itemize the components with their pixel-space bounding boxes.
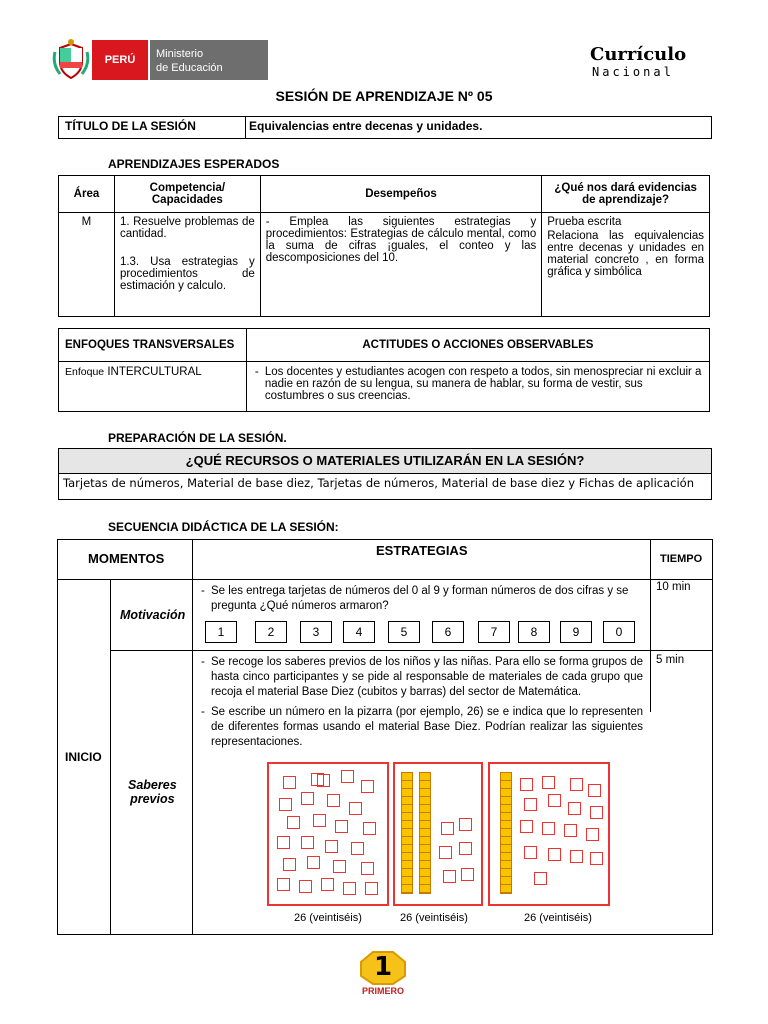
unit-cube <box>301 836 314 849</box>
unit-cube <box>524 798 537 811</box>
divider <box>650 540 651 712</box>
unit-cube <box>283 776 296 789</box>
unit-cube <box>520 820 533 833</box>
unit-cube <box>283 858 296 871</box>
unit-cube <box>361 780 374 793</box>
enfoque-cell <box>59 362 247 412</box>
curriculo-logo-text: Currículo <box>590 44 687 65</box>
bullet-dash: - <box>201 706 205 718</box>
unit-cube <box>341 770 354 783</box>
saberes-text-2: Se escribe un número en la pizarra (por ejemplo, 26) se e indica que lo representen de diferentes formas usando el material Base Diez. Podrían realizar las siguientes representaciones. <box>211 706 643 748</box>
recursos-answer: Tarjetas de números, Material de base diez, Tarjetas de números, Material de base diez y Fichas de aplicación <box>63 476 694 490</box>
motivacion-time: 10 min <box>656 581 691 593</box>
header-estrategias: ESTRATEGIAS <box>376 543 468 558</box>
saberes-label <box>128 778 177 806</box>
unit-cube <box>335 820 348 833</box>
unit-cube <box>277 836 290 849</box>
unit-cube <box>287 816 300 829</box>
session-title-label: TÍTULO DE LA SESIÓN <box>65 119 196 133</box>
unit-cube <box>568 802 581 815</box>
unit-cube <box>365 882 378 895</box>
enfoque-prefix: Enfoque <box>65 366 105 378</box>
number-card: 1 <box>205 621 237 643</box>
unit-cube <box>313 814 326 827</box>
ministerio-line-2: de Educación <box>156 62 223 74</box>
divider <box>110 650 712 651</box>
evidencia-2: Relaciona las equivalencias entre decenas y unidades en material concreto , en forma gráfica y simbólica <box>547 230 704 278</box>
saberes-text-1: Se recoge los saberes previos de los niños y las niñas. Para ello se forma grupos de hasta cinco participantes y se pide al responsable de materiales de cada grupo que recoja el material Base Diez (cubitos y barras) del sector de Matemática. <box>211 656 643 698</box>
unit-cube <box>307 856 320 869</box>
unit-cube <box>277 878 290 891</box>
number-card: 8 <box>518 621 550 643</box>
unit-cube <box>590 852 603 865</box>
secuencia-heading: SECUENCIA DIDÁCTICA DE LA SESIÓN: <box>108 520 339 534</box>
area-value: M <box>59 213 115 317</box>
header-actitudes: ACTITUDES O ACCIONES OBSERVABLES <box>246 329 709 362</box>
unit-cube <box>570 850 583 863</box>
unit-cube <box>459 842 472 855</box>
number-card: 7 <box>478 621 510 643</box>
ministerio-line-1: Ministerio <box>156 48 204 60</box>
desempeno-value: - Emplea las siguientes estrategias y procedimientos: Estrategias de cálculo mental, como la suma de cifras ¡guales, el conteo y las descomposiciones del 10. <box>260 213 541 317</box>
header-momentos: MOMENTOS <box>88 551 165 566</box>
session-title-value: Equivalencias entre decenas y unidades. <box>249 119 483 133</box>
unit-cube <box>351 842 364 855</box>
unit-cube <box>588 784 601 797</box>
bullet-dash: - <box>201 585 205 597</box>
unit-cube <box>461 868 474 881</box>
unit-cube <box>564 824 577 837</box>
header-area: Área <box>59 176 115 213</box>
divider <box>245 117 246 138</box>
header-tiempo: TIEMPO <box>660 553 703 565</box>
unit-cube <box>548 848 561 861</box>
unit-cube <box>441 822 454 835</box>
minedu-logo <box>52 38 268 82</box>
competencia-cell <box>114 213 260 317</box>
peru-label: PERÚ <box>92 40 148 80</box>
nacional-logo-text: Nacional <box>592 65 674 79</box>
saberes-line-2: previos <box>130 792 175 806</box>
unit-cube <box>327 794 340 807</box>
unit-cube <box>279 798 292 811</box>
ten-rod <box>401 772 413 894</box>
number-card: 5 <box>388 621 420 643</box>
ten-rod <box>419 772 431 894</box>
divider <box>192 540 193 934</box>
preparacion-heading: PREPARACIÓN DE LA SESIÓN. <box>108 431 287 445</box>
bullet-dash: - <box>201 656 205 668</box>
evidencia-cell <box>542 213 710 317</box>
divider <box>58 579 712 580</box>
unit-cube <box>349 802 362 815</box>
caption-units: 26 (veintiséis) <box>294 912 362 924</box>
page-title: SESIÓN DE APRENDIZAJE Nº 05 <box>275 88 493 104</box>
header-enfoques: ENFOQUES TRANSVERSALES <box>59 329 247 362</box>
recursos-question: ¿QUÉ RECURSOS O MATERIALES UTILIZARÁN EN LA SESIÓN? <box>59 449 711 474</box>
saberes-time: 5 min <box>656 654 685 666</box>
representation-panel-tens <box>393 762 483 906</box>
unit-cube <box>534 872 547 885</box>
badge-label: PRIMERO <box>361 986 404 996</box>
unit-cube <box>459 818 472 831</box>
evidencia-1: Prueba escrita <box>547 216 622 228</box>
number-card: 4 <box>343 621 375 643</box>
peru-coat-of-arms-icon <box>52 38 90 82</box>
actitud-cell <box>246 362 709 412</box>
unit-cube <box>299 880 312 893</box>
competencia-1: 1. Resuelve problemas de cantidad. <box>119 216 255 240</box>
header-desempenos: Desempeños <box>260 176 541 213</box>
number-card: 2 <box>255 621 287 643</box>
grade-badge <box>358 950 408 996</box>
representation-panel-units <box>267 762 389 906</box>
header-evidencias: ¿Qué nos dará evidencias de aprendizaje? <box>542 176 710 213</box>
caption-tens: 26 (veintiséis) <box>400 912 468 924</box>
actitud-value: Los docentes y estudiantes acogen con respeto a todos, sin menospreciar ni excluir a nadie en razón de su lengua, su manera de hablar, su forma de vestir, sus costumbres o sus creencias. <box>264 366 702 402</box>
unit-cube <box>542 776 555 789</box>
motivacion-text: Se les entrega tarjetas de números del 0 al 9 y forman números de dos cifras y se pregunta ¿Qué números armaron? <box>211 585 629 612</box>
unit-cube <box>590 806 603 819</box>
unit-cube <box>443 870 456 883</box>
badge-number: 1 <box>373 952 393 982</box>
bullet-dash: - <box>254 366 259 378</box>
unit-cube <box>586 828 599 841</box>
representation-panel-mixed <box>488 762 610 906</box>
caption-mixed: 26 (veintiséis) <box>524 912 592 924</box>
divider <box>110 580 111 934</box>
number-card: 3 <box>300 621 332 643</box>
unit-cube <box>520 778 533 791</box>
unit-cube <box>301 792 314 805</box>
competencia-2: 1.3. Usa estrategias y procedimientos de estimación y calculo. <box>119 256 255 292</box>
ten-rod <box>500 772 512 894</box>
ministerio-label <box>150 40 268 80</box>
enfoque-value: INTERCULTURAL <box>107 366 202 378</box>
unit-cube <box>439 846 452 859</box>
number-card: 9 <box>560 621 592 643</box>
unit-cube <box>570 778 583 791</box>
unit-cube <box>343 882 356 895</box>
header-competencia: Competencia/ Capacidades <box>114 176 260 213</box>
aprendizajes-table <box>58 175 710 317</box>
enfoques-table <box>58 328 710 412</box>
unit-cube <box>321 878 334 891</box>
unit-cube <box>325 840 338 853</box>
session-title-row <box>58 116 712 139</box>
aprendizajes-heading: APRENDIZAJES ESPERADOS <box>108 157 280 171</box>
number-card: 0 <box>603 621 635 643</box>
unit-cube <box>363 822 376 835</box>
saberes-line-1: Saberes <box>128 778 177 792</box>
unit-cube <box>542 822 555 835</box>
inicio-label: INICIO <box>65 750 102 764</box>
unit-cube <box>548 794 561 807</box>
motivacion-label: Motivación <box>120 608 186 622</box>
number-card: 6 <box>432 621 464 643</box>
unit-cube <box>524 846 537 859</box>
unit-cube <box>361 862 374 875</box>
unit-cube <box>317 774 330 787</box>
unit-cube <box>333 860 346 873</box>
recursos-box <box>58 448 712 500</box>
